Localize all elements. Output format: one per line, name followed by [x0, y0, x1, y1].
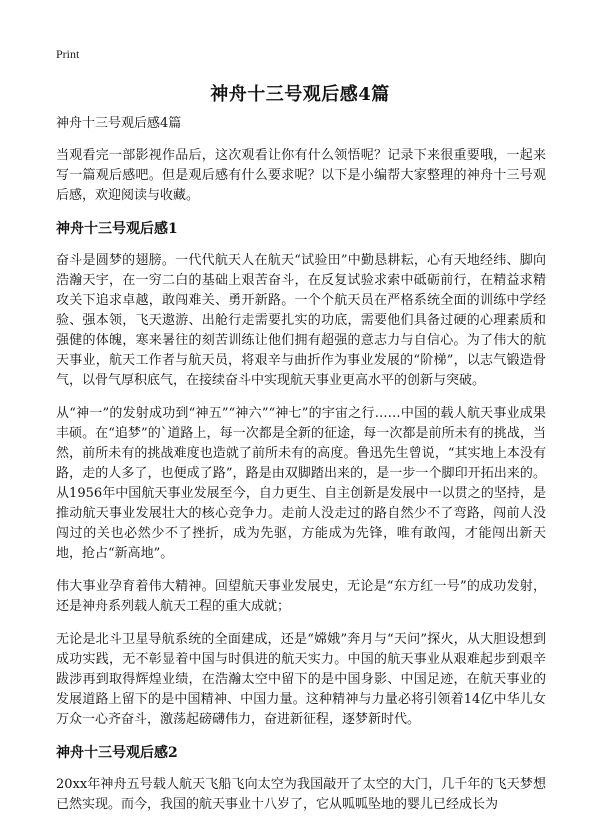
- print-link[interactable]: Print: [56, 47, 80, 61]
- section-1-paragraph-1: 奋斗是圆梦的翅膀。一代代航天人在航天“试验田”中勤恳耕耘，心有天地经纬、脚向浩瀚天宇，在一穷二白的基础上艰苦奋斗，在反复试验求索中砥砺前行，在精益求精攻关下追求卓越，敢闯难关、勇开新路。一个个航天员在严格系统全面的训练中学经验、强本领，飞天遨游、出舱行走需要扎实的功底，需要他们具备过硬的心理素质和强健的体魄，寒来暑往的刻苦训练让他们拥有超强的意志力与自信心。为了伟大的航天事业，航天工作者与航天员，将艰辛与曲折作为事业发展的“阶梯”，以志气锻造骨气，以骨气厚积底气，在接续奋斗中实现航天事业更高水平的创新与突破。: [56, 253, 546, 388]
- document-body: [56, 114, 546, 828]
- section-heading-1: 神舟十三号观后感1: [56, 221, 178, 237]
- page-title: 神舟十三号观后感4篇: [210, 84, 390, 105]
- section-1-paragraph-3: 伟大事业孕育着伟大精神。回望航天事业发展史，无论是“东方红一号”的成功发射，还是神舟系列载人航天工程的重大成就；: [56, 579, 546, 614]
- section-1-paragraph-2: 从“神一”的发射成功到“神五”“神六”“神七”的宇宙之行……中国的载人航天事业成果丰硕。在“追梦”的`道路上，每一次都是全新的征途，每一次都是前所未有的挑战，当然，前所未有的挑战难度也造就了前所未有的高度。鲁迅先生曾说，“其实地上本没有路，走的人多了，也便成了路”，路是由双脚踏出来的，是一步一个脚印开拓出来的。从1956年中国航天事业发展至今，自力更生、自主创新是发展中一以贯之的坚持，是推动航天事业发展壮大的核心竞争力。走前人没走过的路自然少不了弯路，闯前人没闯过的关也必然少不了挫折，成为先驱，方能成为先锋，唯有敢闯，才能闯出新天地，抢占“新高地”。: [56, 406, 546, 561]
- section-heading-2: 神舟十三号观后感2: [56, 745, 178, 761]
- section-1-paragraph-4: 无论是北斗卫星导航系统的全面建成，还是“嫦娥”奔月与“天问”探火，从大胆设想到成功实践，无不彰显着中国与时俱进的航天实力。中国的航天事业从艰难起步到艰辛跋涉再到取得辉煌业绩，在浩瀚太空中留下的是中国身影、中国足迹，在航天事业的发展道路上留下的是中国精神、中国力量。这种精神与力量必将引领着14亿中华儿女万众一心齐奋斗，激荡起磅礴伟力，奋进新征程，逐梦新时代。: [56, 632, 546, 727]
- section-2-paragraph-1: 20xx年神舟五号载人航天飞船飞向太空为我国敲开了太空的大门，几千年的飞天梦想已然实现。而今，我国的航天事业十八岁了，它从呱呱坠地的婴儿已经成长为: [56, 777, 546, 812]
- document-subtitle: 神舟十三号观后感4篇: [56, 116, 182, 131]
- intro-paragraph: 当观看完一部影视作品后，这次观看让你有什么领悟呢？记录下来很重要哦，一起来写一篇观后感吧。但是观后感有什么要求呢？以下是小编帮大家整理的神舟十三号观后感，欢迎阅读与收藏。: [56, 148, 546, 203]
